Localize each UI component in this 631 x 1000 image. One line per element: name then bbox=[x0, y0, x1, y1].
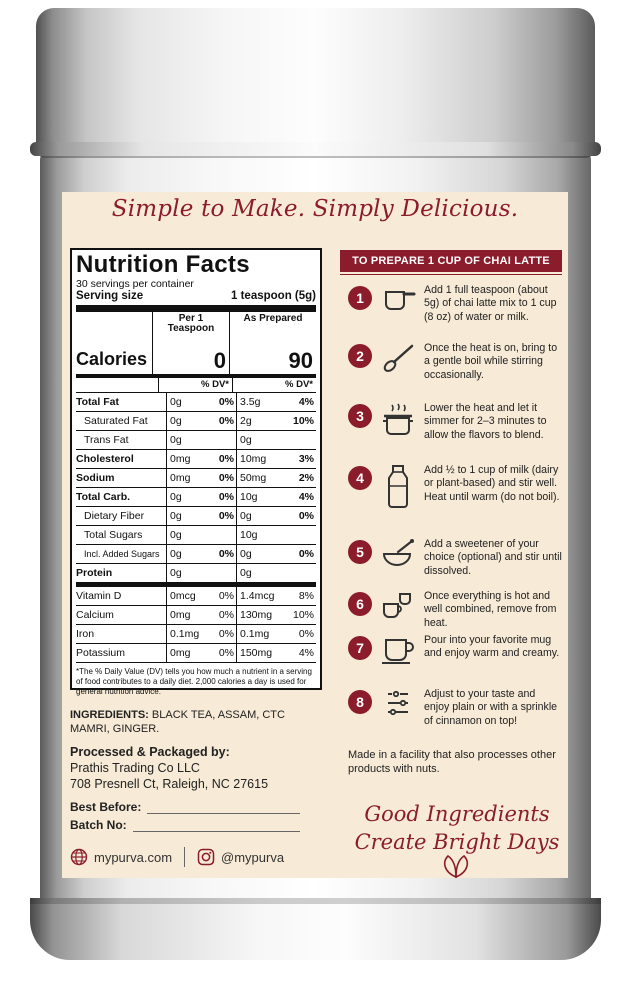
nutrition-title: Nutrition Facts bbox=[76, 251, 250, 278]
nutrient-label: Iron bbox=[76, 628, 95, 640]
nutrient-row bbox=[76, 526, 316, 545]
serving-size-label: Serving size bbox=[76, 290, 144, 302]
per-teaspoon-dv: 0% bbox=[218, 472, 234, 484]
tagline: Simple to Make. Simply Delicious. bbox=[111, 196, 519, 222]
contact-bar bbox=[70, 846, 330, 868]
nutrient-row bbox=[76, 450, 316, 469]
ingredients-label: INGREDIENTS: bbox=[70, 709, 149, 721]
as-prepared-amount: 130mg bbox=[236, 606, 284, 624]
step-text: Pour into your favorite mug and enjoy warm and creamy. bbox=[424, 634, 560, 660]
as-prepared-dv: 4% bbox=[298, 647, 314, 659]
step-6 bbox=[348, 590, 562, 630]
as-prepared-dv bbox=[284, 564, 316, 582]
as-prepared-amount: 150mg bbox=[236, 644, 284, 662]
pot-icon bbox=[372, 402, 424, 436]
slogan bbox=[352, 800, 562, 856]
per-teaspoon-amount: 0mg bbox=[166, 469, 208, 487]
nutrient-label: Cholesterol bbox=[76, 453, 134, 465]
per-teaspoon-dv: 0% bbox=[218, 453, 234, 465]
per-teaspoon-amount: 0mg bbox=[166, 450, 208, 468]
as-prepared-dv: 0% bbox=[298, 510, 314, 522]
nutrient-label: Protein bbox=[76, 567, 113, 579]
as-prepared-dv: 0% bbox=[298, 628, 314, 640]
servings-per-container: 30 servings per container bbox=[76, 278, 194, 290]
mug-icon bbox=[372, 634, 424, 668]
globe-icon bbox=[70, 848, 88, 866]
step-number: 5 bbox=[348, 540, 372, 564]
nutrient-rows bbox=[76, 393, 316, 663]
website-link[interactable]: mypurva.com bbox=[94, 849, 173, 865]
step-1 bbox=[348, 284, 562, 324]
nutrition-facts-panel bbox=[70, 248, 322, 696]
per-teaspoon-dv bbox=[208, 431, 236, 449]
calories-col1: 0 bbox=[213, 348, 226, 373]
nutrient-row bbox=[76, 606, 316, 625]
dv-header-row bbox=[76, 378, 316, 393]
per-teaspoon-amount: 0.1mg bbox=[166, 625, 208, 643]
as-prepared-dv bbox=[284, 526, 316, 544]
step-number: 4 bbox=[348, 466, 372, 490]
step-text: Once the heat is on, bring to a gentle boil while stirring occasionally. bbox=[424, 342, 558, 381]
as-prepared-amount: 0.1mg bbox=[236, 625, 284, 643]
step-number: 6 bbox=[348, 592, 372, 616]
milk-bottle-icon bbox=[372, 464, 424, 498]
calories-header bbox=[76, 312, 316, 378]
nutrient-label: Incl. Added Sugars bbox=[84, 549, 160, 559]
nutrient-row bbox=[76, 625, 316, 644]
nutrient-label: Total Sugars bbox=[84, 529, 143, 541]
tin-lid bbox=[36, 8, 595, 158]
per-teaspoon-dv: 0% bbox=[218, 491, 234, 503]
per-teaspoon-amount: 0g bbox=[166, 431, 208, 449]
per-teaspoon-amount: 0g bbox=[166, 564, 208, 582]
nutrient-row bbox=[76, 393, 316, 412]
measuring-cup-icon bbox=[372, 284, 424, 318]
nutrient-label: Saturated Fat bbox=[84, 415, 148, 427]
column-as-prepared bbox=[229, 312, 316, 374]
per-teaspoon-amount: 0mcg bbox=[166, 587, 208, 605]
as-prepared-dv: 8% bbox=[298, 590, 314, 602]
per-teaspoon-amount: 0mg bbox=[166, 606, 208, 624]
nutrient-row bbox=[76, 412, 316, 431]
as-prepared-amount: 10g bbox=[236, 488, 284, 506]
per-teaspoon-dv: 0% bbox=[218, 548, 234, 560]
calories-col2: 90 bbox=[288, 348, 313, 373]
as-prepared-amount: 3.5g bbox=[236, 393, 284, 411]
ingredients-text: BLACK TEA, ASSAM, CTC MAMRI, GINGER. bbox=[70, 709, 285, 735]
serving-size bbox=[76, 290, 316, 312]
step-7 bbox=[348, 634, 562, 668]
tea-leaf-icon bbox=[436, 852, 476, 878]
as-prepared-amount: 0g bbox=[236, 564, 284, 582]
per-teaspoon-dv: 0% bbox=[218, 628, 234, 640]
nutrient-label: Dietary Fiber bbox=[84, 510, 145, 522]
as-prepared-amount: 1.4mcg bbox=[236, 587, 284, 605]
per-teaspoon-dv: 0% bbox=[218, 647, 234, 659]
dv-header-col1: % DV* bbox=[158, 378, 232, 392]
instagram-icon bbox=[197, 848, 215, 866]
nutrient-label: Vitamin D bbox=[76, 590, 122, 602]
as-prepared-dv: 10% bbox=[292, 609, 314, 621]
per-teaspoon-amount: 0g bbox=[166, 545, 208, 563]
nutrient-label: Potassium bbox=[76, 647, 126, 659]
nutrient-row bbox=[76, 431, 316, 450]
step-2 bbox=[348, 342, 562, 382]
step-text: Add ½ to 1 cup of milk (dairy or plant-based) and stir well. Heat until warm (do not boil). bbox=[424, 464, 560, 503]
per-teaspoon-amount: 0g bbox=[166, 488, 208, 506]
best-before-label: Best Before: bbox=[70, 800, 142, 814]
step-5 bbox=[348, 538, 562, 578]
per-teaspoon-dv bbox=[208, 526, 236, 544]
step-number: 1 bbox=[348, 286, 372, 310]
as-prepared-dv: 2% bbox=[298, 472, 314, 484]
as-prepared-dv: 0% bbox=[298, 548, 314, 560]
tin-bottom-rim bbox=[30, 898, 601, 960]
instagram-handle[interactable]: @mypurva bbox=[221, 849, 285, 865]
as-prepared-amount: 10g bbox=[236, 526, 284, 544]
processed-heading: Processed & Packaged by: bbox=[70, 745, 230, 759]
slogan-line-2: Create Bright Days bbox=[354, 830, 560, 854]
nutrient-row bbox=[76, 644, 316, 663]
step-number: 7 bbox=[348, 636, 372, 660]
spoon-icon bbox=[372, 342, 424, 376]
col2-header: As Prepared bbox=[243, 313, 303, 324]
col1-header: Per 1 Teaspoon bbox=[167, 313, 215, 334]
step-3 bbox=[348, 402, 562, 442]
nutrient-row bbox=[76, 587, 316, 606]
step-text: Add 1 full teaspoon (about 5g) of chai latte mix to 1 cup (8 oz) of water or milk. bbox=[424, 284, 557, 323]
per-teaspoon-dv: 0% bbox=[218, 590, 234, 602]
ingredients bbox=[70, 708, 322, 736]
per-teaspoon-dv: 0% bbox=[218, 510, 234, 522]
as-prepared-dv: 4% bbox=[298, 491, 314, 503]
nutrient-row bbox=[76, 564, 316, 587]
per-teaspoon-amount: 0mg bbox=[166, 644, 208, 662]
as-prepared-dv bbox=[284, 431, 316, 449]
cups-icon bbox=[372, 590, 424, 624]
as-prepared-amount: 50mg bbox=[236, 469, 284, 487]
bowl-whisk-icon bbox=[372, 538, 424, 572]
sliders-icon bbox=[372, 688, 424, 722]
step-number: 8 bbox=[348, 690, 372, 714]
step-4 bbox=[348, 464, 562, 504]
per-teaspoon-dv: 0% bbox=[218, 415, 234, 427]
nutrient-label: Sodium bbox=[76, 472, 115, 484]
as-prepared-amount: 0g bbox=[236, 431, 284, 449]
column-per-teaspoon bbox=[152, 312, 229, 374]
nutrient-label: Total Carb. bbox=[76, 491, 131, 503]
slogan-line-1: Good Ingredients bbox=[364, 802, 550, 826]
per-teaspoon-amount: 0g bbox=[166, 526, 208, 544]
step-text: Adjust to your taste and enjoy plain or with a sprinkle of cinnamon on top! bbox=[424, 688, 558, 727]
per-teaspoon-amount: 0g bbox=[166, 393, 208, 411]
per-teaspoon-dv: 0% bbox=[218, 609, 234, 621]
nutrient-row bbox=[76, 545, 316, 564]
step-number: 2 bbox=[348, 344, 372, 368]
calories-label: Calories bbox=[76, 349, 148, 369]
as-prepared-dv: 3% bbox=[298, 453, 314, 465]
company-name: Prathis Trading Co LLC bbox=[70, 761, 200, 775]
best-before-field bbox=[70, 800, 300, 814]
nutrient-label: Total Fat bbox=[76, 396, 119, 408]
as-prepared-amount: 0g bbox=[236, 507, 284, 525]
nutrient-row bbox=[76, 507, 316, 526]
tin-lid-rim bbox=[30, 142, 601, 156]
facility-note: Made in a facility that also processes other products with nuts. bbox=[348, 749, 556, 775]
nutrient-row bbox=[76, 469, 316, 488]
nutrient-label: Trans Fat bbox=[84, 434, 129, 446]
per-teaspoon-amount: 0g bbox=[166, 412, 208, 430]
prepare-header: TO PREPARE 1 CUP OF CHAI LATTE bbox=[340, 250, 562, 272]
batch-no-field bbox=[70, 818, 300, 832]
step-8 bbox=[348, 688, 562, 728]
as-prepared-dv: 10% bbox=[292, 415, 314, 427]
step-text: Once everything is hot and well combined, remove from heat. bbox=[424, 590, 557, 629]
serving-size-value: 1 teaspoon (5g) bbox=[231, 290, 316, 302]
dv-header-col2: % DV* bbox=[232, 378, 316, 392]
nutrient-label: Calcium bbox=[76, 609, 114, 621]
step-number: 3 bbox=[348, 404, 372, 428]
contact-divider bbox=[184, 847, 185, 867]
step-text: Add a sweetener of your choice (optional) and stir until dissolved. bbox=[424, 538, 562, 577]
per-teaspoon-dv bbox=[208, 564, 236, 582]
as-prepared-amount: 2g bbox=[236, 412, 284, 430]
per-teaspoon-amount: 0g bbox=[166, 507, 208, 525]
nutrient-row bbox=[76, 488, 316, 507]
as-prepared-amount: 10mg bbox=[236, 450, 284, 468]
company-address: 708 Presnell Ct, Raleigh, NC 27615 bbox=[70, 777, 269, 791]
per-teaspoon-dv: 0% bbox=[218, 396, 234, 408]
processed-by bbox=[70, 744, 322, 792]
as-prepared-dv: 4% bbox=[298, 396, 314, 408]
batch-no-label: Batch No: bbox=[70, 818, 127, 832]
as-prepared-amount: 0g bbox=[236, 545, 284, 563]
nutrition-footnote: *The % Daily Value (DV) tells you how much a nutrient in a serving of food contributes to a daily diet. 2,000 calories a day is used for general nutrition advice. bbox=[76, 667, 312, 696]
step-text: Lower the heat and let it simmer for 2–3 minutes to allow the flavors to blend. bbox=[424, 402, 547, 441]
